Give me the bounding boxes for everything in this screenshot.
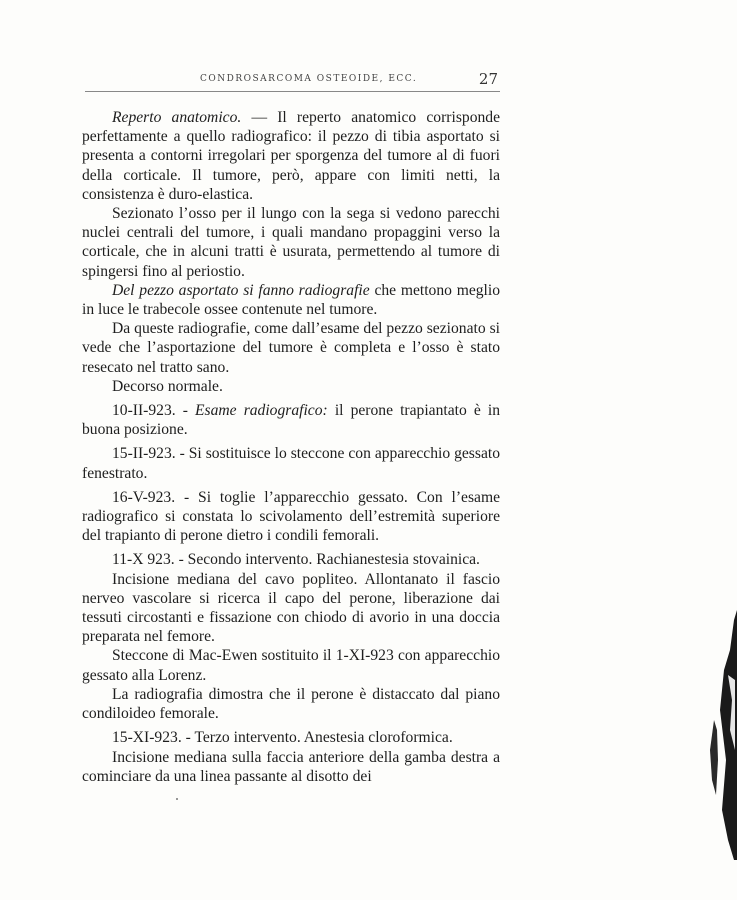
body-text: [82, 108, 500, 786]
paragraph: Reperto anatomico. — Il reperto anatomico corrisponde perfettamente a quello radiografico: il pezzo di tibia asportato si presenta a contorni irregolari per sporgenza del tumore al di fuori della corticale. Il tumore, però, appare con limiti netti, la consistenza è duro-elastica.: [82, 109, 501, 203]
dated-entry: 16-V-923. - Si toglie l’apparecchio gessato. Con l’esame radiografico si constata lo scivolamento dell’estremità superiore del trapianto di perone dietro i condili femorali.: [82, 488, 500, 545]
dated-entry: 11-X 923. - Secondo intervento. Rachianestesia stovainica.: [112, 551, 480, 569]
ink-speck: [176, 798, 178, 800]
paragraph: La radiografia dimostra che il perone è distaccato dal piano condiloideo femorale.: [82, 685, 500, 723]
paragraph: Da queste radiografie, come dall’esame del pezzo sezionato si vede che l’asportazione del tumore è completa e l’osso è stato resecato nel tratto sano.: [82, 320, 500, 376]
dated-entry: 15-XI-923. - Terzo intervento. Anestesia cloroformica.: [112, 729, 453, 747]
dated-entry: 10-II-923. - Esame radiografico: il perone trapiantato è in buona posizione.: [82, 402, 500, 439]
bleed-through-artifact: [700, 580, 737, 870]
paragraph: Decorso normale.: [112, 377, 223, 395]
dated-entry: 15-II-923. - Si sostituisce lo steccone con apparecchio gessato fenestrato.: [82, 445, 500, 482]
paragraph: Incisione mediana del cavo popliteo. Allontanato il fascio nerveo vascolare si ricerca il capo del perone, liberazione dai tessuti circostanti e fissazione con chiodo di avorio in una doccia preparata nel femore.: [82, 570, 500, 646]
running-title: CONDROSARCOMA OSTEOIDE, ECC.: [200, 74, 418, 84]
page-number: 27: [478, 70, 498, 88]
header-rule: [85, 91, 500, 92]
paragraph: Del pezzo asportato si fanno radiografie che mettono meglio in luce le trabecole ossee contenute nel tumore.: [82, 281, 501, 319]
paragraph: Incisione mediana sulla faccia anteriore della gamba destra a cominciare da una linea passante al disotto dei: [82, 748, 500, 785]
page-header: [80, 70, 500, 96]
paragraph: Sezionato l’osso per il lungo con la sega si vedono parecchi nuclei centrali del tumore, i quali mandano propaggini verso la corticale, che in alcuni tratti è usurata, permettendo al tumore di spingersi fino al periostio.: [82, 205, 500, 280]
paragraph: Steccone di Mac-Ewen sostituito il 1-XI-923 con apparecchio gessato alla Lorenz.: [82, 647, 500, 684]
